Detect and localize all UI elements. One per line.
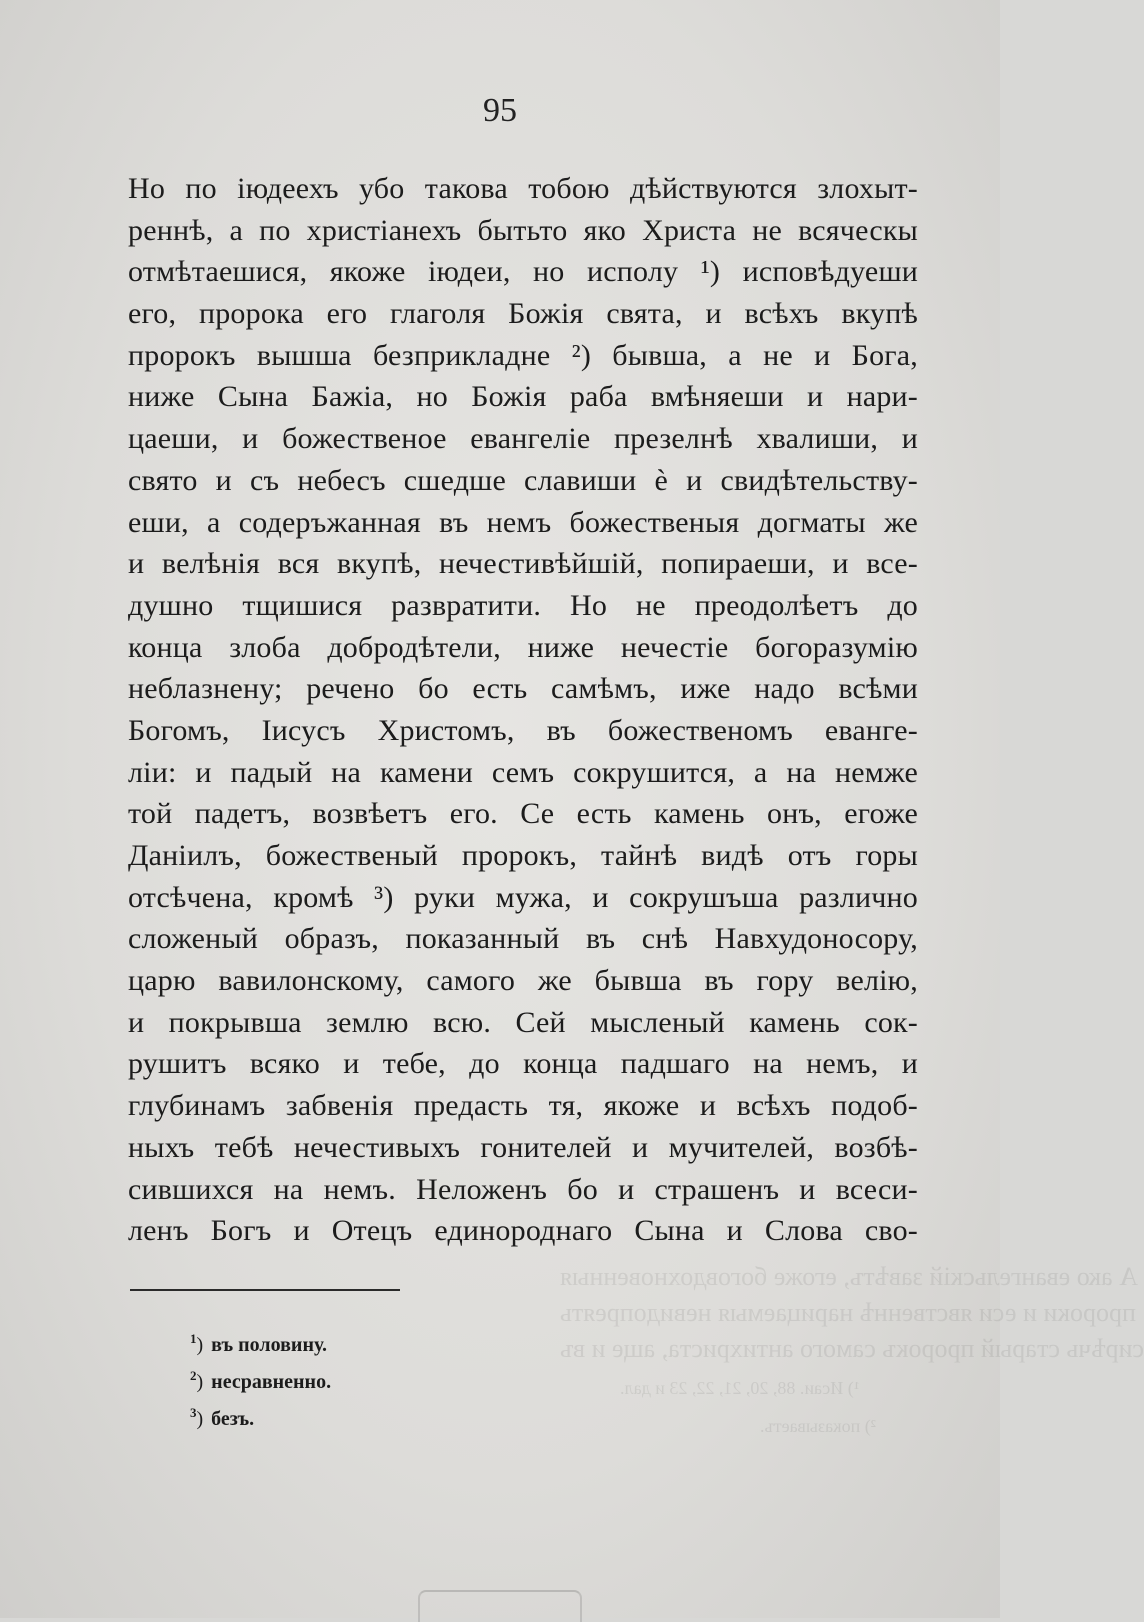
text-line: цаеши, и божественое евангеліе презелнѣ хвалиши, и [128, 422, 918, 456]
text-line: ниже Сына Бажіа, но Божія раба вмѣняеши и нари- [128, 380, 918, 414]
page-edge-mark [418, 1590, 582, 1622]
text-line: и велѣнія вся вкупѣ, нечестивѣйшій, попираеши, и все- [128, 547, 918, 581]
text-line: конца злоба добродѣтели, ниже нечестіе богоразумію [128, 630, 918, 664]
footnote-paren: ) [196, 1408, 204, 1430]
text-line: неблазнену; речено бо есть самѣмъ, иже надо всѣми [128, 672, 918, 706]
footnotes [190, 1320, 690, 1431]
text-line: Но по іюдеехъ убо такова тобою дѣйствуются злохыт- [128, 172, 918, 205]
footnote-mark: 3 [190, 1405, 197, 1420]
footnote-mark: 1 [190, 1331, 197, 1346]
text-line: отмѣтаешися, якоже іюдеи, но исполу ¹) исповѣдуеши [128, 255, 918, 289]
footnote-paren: ) [196, 1371, 204, 1393]
footnote-text: несравненно. [211, 1371, 332, 1393]
footnote-mark: 2 [190, 1368, 197, 1383]
bleed-through-text: сирѣчь старый пророкъ самого антихриста, аще и въ [560, 1334, 1144, 1363]
text-line: и покрывша землю всю. Сей мысленый камень сок- [128, 1005, 918, 1039]
text-line: отсѣчена, кромѣ ³) руки мужа, и сокрушъша различно [128, 880, 918, 914]
footnote-paren: ) [196, 1334, 204, 1356]
footnote [190, 1357, 690, 1394]
text-line: ленъ Богъ и Отецъ единороднаго Сына и Слова сво- [128, 1214, 918, 1248]
bleed-through-text: А ако евангельскій завѣтъ, егоже боговдохновенныя [560, 1262, 1138, 1291]
text-line: той падетъ, возвѣетъ его. Се есть камень онъ, егоже [128, 797, 918, 831]
text-line: рушитъ всяко и тебе, до конца падшаго на немъ, и [128, 1047, 918, 1081]
text-line: душно тщишися развратити. Но не преодолѣетъ до [128, 588, 918, 622]
text-line: царю вавилонскому, самого же бывша въ гору велію, [128, 964, 918, 998]
footnote [190, 1320, 690, 1357]
body-text [128, 168, 918, 1252]
footnote-separator [130, 1289, 400, 1291]
page-number: 95 [483, 92, 517, 129]
text-line: Даніилъ, божественый пророкъ, тайнѣ видѣ отъ горы [128, 839, 918, 872]
text-line: ліи: и падый на камени семъ сокрушится, а на немже [128, 755, 918, 789]
bleed-through-text: ¹) Исаи. 88, 20, 21, 22, 23 и дал. [620, 1378, 860, 1398]
text-line: еши, а содеръжанная въ немъ божественыя догматы же [128, 505, 918, 539]
text-line: реннѣ, а по христіанехъ бытьто яко Христа не всяческы [128, 213, 918, 247]
bleed-through-text: ²) показываетъ. [760, 1416, 877, 1436]
text-line: ныхъ тебѣ нечестивыхъ гонителей и мучителей, возбѣ- [128, 1130, 918, 1164]
text-line: глубинамъ забвенія предасть тя, якоже и всѣхъ подоб- [128, 1089, 918, 1123]
text-line: сившихся на немъ. Неложенъ бо и страшенъ и всеси- [128, 1172, 918, 1206]
text-line: его, пророка его глаголя Божія свята, и всѣхъ вкупѣ [128, 297, 918, 331]
footnote [190, 1394, 690, 1431]
footnote-text: безъ. [211, 1408, 255, 1430]
footnote-text: въ половину. [211, 1334, 327, 1356]
text-line: пророкъ вышша безприкладне ²) бывша, а не и Бога, [128, 338, 918, 372]
text-line: свято и съ небесъ сшедше славиши ѐ и свидѣтельству- [128, 463, 918, 497]
bleed-through-text: пророки и еси явственнѣ нарицаемыя невидопреять [560, 1298, 1136, 1327]
text-line: Богомъ, Іисусъ Христомъ, въ божественомъ еванге- [128, 713, 918, 747]
text-line: сложеный образъ, показанный въ снѣ Навхудоносору, [128, 922, 918, 956]
